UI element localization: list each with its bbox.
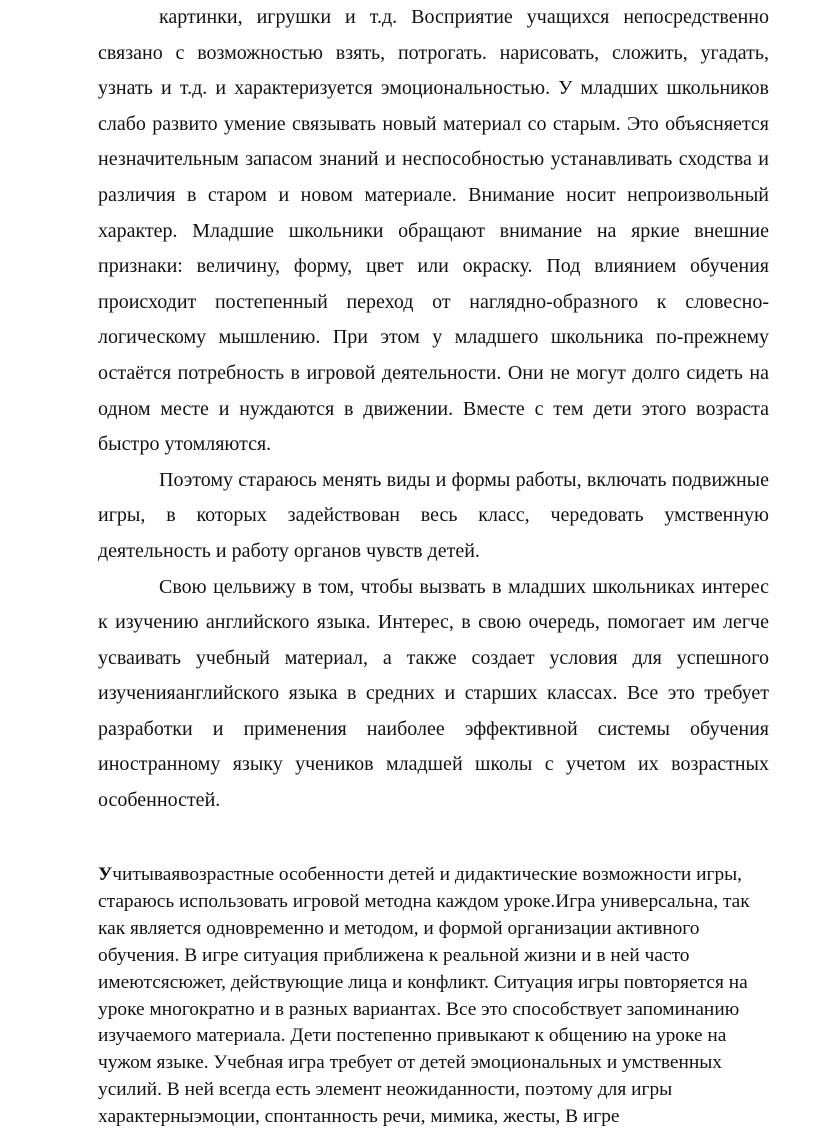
paragraph-game-method <box>98 862 778 1131</box>
paragraph-perception: картинки, игрушки и т.д. Восприятие учащихся непосредственно связано с возможностью взять, потрогать. нарисовать, сложить, угадать, узнать и т.д. и характеризуется эмоциональностью. У младших школьников слабо развито умение связывать новый материал со старым. Это объясняется незначительным запасом знаний и неспособностью устанавливать сходства и различия в старом и новом материале. Внимание носит непроизвольный характер. Младшие школьники обращают внимание на яркие внешние признаки: величину, форму, цвет или окраску. Под влиянием обучения происходит постепенный переход от наглядно-образного к словесно-логическому мышлению. При этом у младшего школьника по-прежнему остаётся потребность в игровой деятельности. Они не могут долго сидеть на одном месте и нуждаются в движении. Вместе с тем дети этого возраста быстро утомляются. <box>98 6 769 456</box>
main-text-block <box>98 0 769 819</box>
initial-letter: У <box>98 864 113 885</box>
paragraph-goal: Свою цельвижу в том, чтобы вызвать в младших школьниках интерес к изучению английского языка. Интерес, в свою очередь, помогает им легче усваивать учебный материал, а также создает условия для успешного изученияанглийского языка в средних и старших классах. Все это требует разработки и применения наиболее эффективной системы обучения иностранному языку учеников младшей школы с учетом их возрастных особенностей. <box>98 575 769 812</box>
paragraph-work-forms: Поэтому стараюсь менять виды и формы работы, включать подвижные игры, в которых задействован весь класс, чередовать умственную деятельность и работу органов чувств детей. <box>98 468 769 562</box>
game-method-block <box>98 862 778 1131</box>
paragraph-game-method-text: читываявозрастные особенности детей и дидактические возможности игры, стараюсь использовать игровой методна каждом уроке.Игра универсальна, так как является одновременно и методом, и формой организации активного обучения. В игре ситуация приближена к реальной жизни и в ней часто имеютсясюжет, действующие лица и конфликт. Ситуация игры повторяется на уроке многократно и в разных вариантах. Все это способствует запоминанию изучаемого материала. Дети постепенно привыкают к общению на уроке на чужом языке. Учебная игра требует от детей эмоциональных и умственных усилий. В ней всегда есть элемент неожиданности, поэтому для игры характерныэмоции, спонтанность речи, мимика, жесты, В игре <box>98 864 750 1128</box>
